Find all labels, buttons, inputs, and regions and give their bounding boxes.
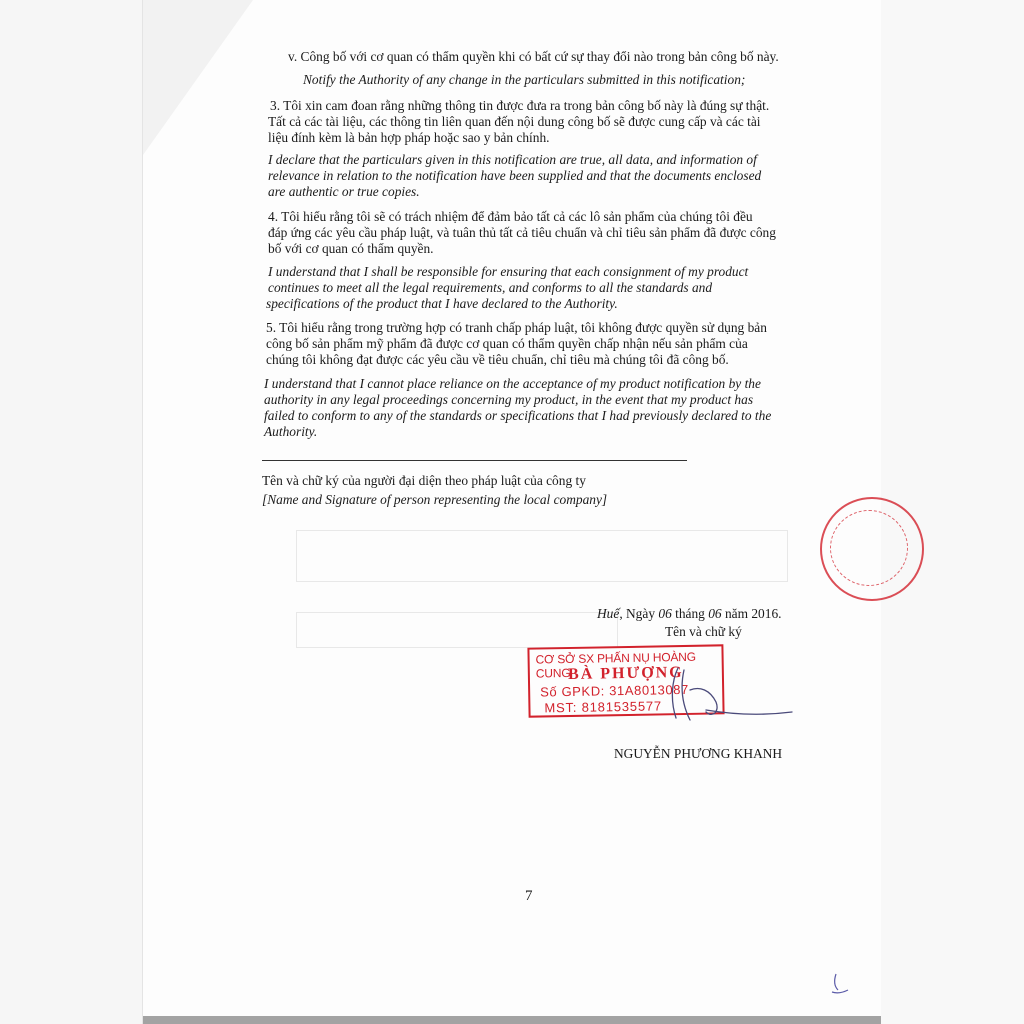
- stamp-license-number: Số GPKD: 31A8013087: [540, 681, 690, 700]
- scan-bottom-edge: [143, 1016, 881, 1024]
- item-5-vi-line: 5. Tôi hiểu rằng trong trường hợp có tranh chấp pháp luật, tôi không được quyền sử dụng bản: [266, 320, 767, 335]
- stamp-owner-name: BÀ PHƯỢNG: [567, 663, 684, 684]
- item-5-vi-line: chúng tôi không đạt được các yêu cầu về tiêu chuẩn, chỉ tiêu mà chúng tôi đã công bố.: [266, 352, 729, 367]
- month-label: tháng: [671, 606, 709, 621]
- year: 2016.: [751, 606, 782, 621]
- place: Huế: [597, 606, 620, 621]
- stamp-tax-code: MST: 8181535577: [544, 698, 663, 716]
- item-3-vi-line: 3. Tôi xin cam đoan rằng những thông tin được đưa ra trong bản công bố này là đúng sự thật.: [270, 98, 770, 113]
- bleed-through-table: [296, 530, 788, 582]
- day: 06: [658, 606, 672, 621]
- item-5-vi-line: công bố sản phẩm mỹ phẩm đã được cơ quan có thẩm quyền chấp nhận nếu sản phẩm của: [266, 336, 748, 351]
- item-4-vi-line: 4. Tôi hiểu rằng tôi sẽ có trách nhiệm để đảm bảo tất cả các lô sản phẩm của chúng tôi đều: [268, 209, 753, 224]
- item-v-vi: v. Công bố với cơ quan có thẩm quyền khi có bất cứ sự thay đổi nào trong bản công bố này.: [288, 49, 779, 64]
- item-4-vi-line: bố với cơ quan có thẩm quyền.: [268, 241, 434, 256]
- item-3-en-line: I declare that the particulars given in this notification are true, all data, and information of: [268, 152, 757, 167]
- item-4-vi-line: đáp ứng các yêu cầu pháp luật, và tuân thủ tất cả tiêu chuẩn và chỉ tiêu sản phẩm đã được công: [268, 225, 776, 240]
- name-and-signature-label: Tên và chữ ký: [665, 624, 742, 639]
- item-5-en-line: I understand that I cannot place reliance on the acceptance of my product notification by the: [264, 376, 761, 391]
- item-v-en: Notify the Authority of any change in the particulars submitted in this notification;: [303, 72, 746, 87]
- item-3-en-line: relevance in relation to the notification have been supplied and that the documents enclosed: [268, 168, 762, 183]
- stamp-company-line: CƠ SỞ SX PHẤN NỤ HOÀNG CUNG: [535, 649, 696, 681]
- page-fold: [143, 0, 253, 155]
- bleed-through-table: [296, 612, 618, 648]
- signature-label-vi: Tên và chữ ký của người đại diện theo pháp luật của công ty: [262, 473, 586, 488]
- place-date: [597, 606, 782, 622]
- year-label: năm: [721, 606, 752, 621]
- item-4-en-line: specifications of the product that I have declared to the Authority.: [266, 296, 618, 311]
- item-3-en-line: are authentic or true copies.: [268, 184, 420, 199]
- item-3-vi-line: liệu đính kèm là bản hợp pháp hoặc sao y bản chính.: [268, 130, 550, 145]
- item-5-en-line: failed to conform to any of the standards or specifications that I had previously declared to the: [264, 408, 772, 423]
- item-5-en-line: authority in any legal proceedings concerning my product, in the event that my product has: [264, 392, 754, 407]
- item-5-en-line: Authority.: [264, 424, 318, 439]
- page-number: 7: [525, 888, 533, 904]
- signature-divider: [262, 460, 687, 461]
- pen-mark: [826, 970, 856, 1000]
- day-label: , Ngày: [619, 606, 659, 621]
- round-seal-inner: [830, 510, 908, 586]
- item-3-vi-line: Tất cả các tài liệu, các thông tin liên quan đến nội dung công bố sẽ được cung cấp và các tài: [268, 114, 761, 129]
- signature-label-en: [Name and Signature of person representing the local company]: [262, 492, 608, 507]
- item-4-en-line: I understand that I shall be responsible for ensuring that each consignment of my product: [268, 264, 749, 279]
- handwritten-signature: [620, 660, 810, 730]
- item-4-en-line: continues to meet all the legal requirements, and conforms to all the standards and: [268, 280, 713, 295]
- signer-name: NGUYỄN PHƯƠNG KHANH: [614, 746, 783, 761]
- month: 06: [708, 606, 722, 621]
